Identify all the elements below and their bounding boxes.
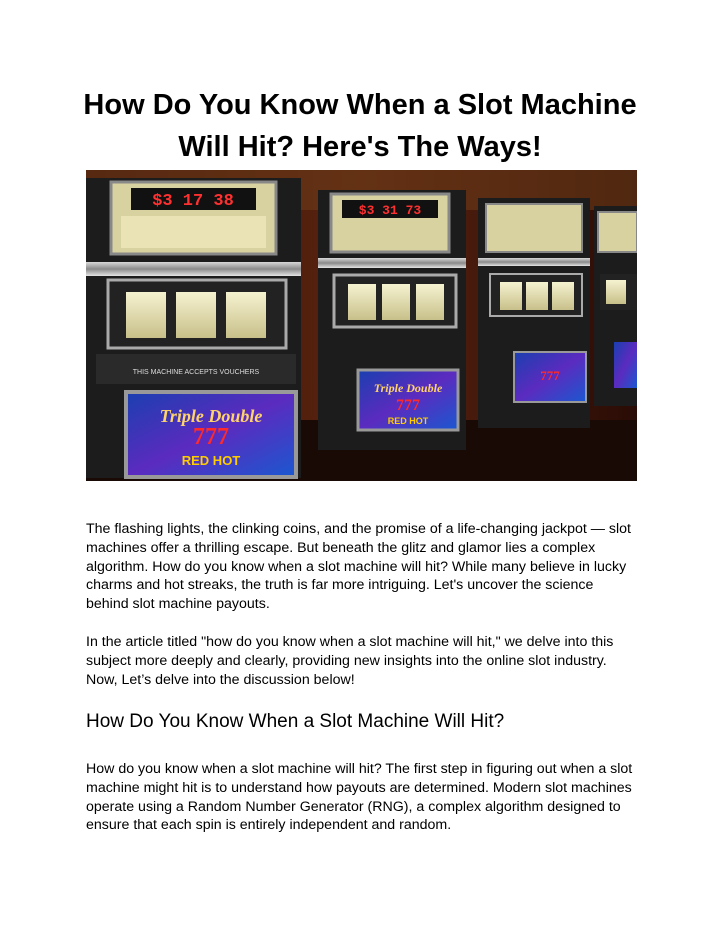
slot-machine-2 [318,190,466,450]
panel-sub-1: RED HOT [181,453,241,468]
svg-text:THIS MACHINE ACCEPTS VOUCHERS: THIS MACHINE ACCEPTS VOUCHERS [132,369,260,376]
jackpot-display-1: $3 17 38 [152,192,234,211]
slot-machine-1 [86,178,301,478]
article-title: How Do You Know When a Slot Machine Will Hit? Here's The Ways! [83,89,637,163]
article-summary-paragraph: In the article titled "how do you know when a slot machine will hit," we delve into this subject more deeply and clearly, providing new insights into the online slot industry. Now, Let’s delve into the discussion below! [86,634,614,688]
svg-text:RED HOT: RED HOT [387,416,429,426]
jackpot-display-2: $3 31 73 [358,203,422,218]
hero-image [86,170,637,481]
slot-machine-3 [478,198,590,428]
svg-text:777: 777 [396,397,420,414]
svg-text:777: 777 [193,424,229,450]
section-heading: How Do You Know When a Slot Machine Will Hit? [86,711,505,732]
svg-text:777: 777 [540,368,560,383]
section-paragraph: How do you know when a slot machine will hit? The first step in figuring out when a slot machine might hit is to understand how payouts are determined. Modern slot machines operate using a Random Number Generator (RNG), a complex algorithm designed to ensure that each spin is entirely independent and random. [86,761,633,834]
intro-paragraph: The flashing lights, the clinking coins, and the promise of a life-changing jackpot — slot machines offer a thrilling escape. But beneath the glitz and glamor lies a complex algorithm. How do you know when a slot machine will hit? While many believe in lucky charms and hot streaks, the truth is far more intriguing. Let's uncover the science behind slot machine payouts. [86,521,631,613]
slot-machines-photo-icon [86,170,637,481]
slot-machine-4 [594,206,637,406]
svg-text:Triple Double: Triple Double [373,381,443,395]
panel-text-1: Triple Double [159,406,263,426]
